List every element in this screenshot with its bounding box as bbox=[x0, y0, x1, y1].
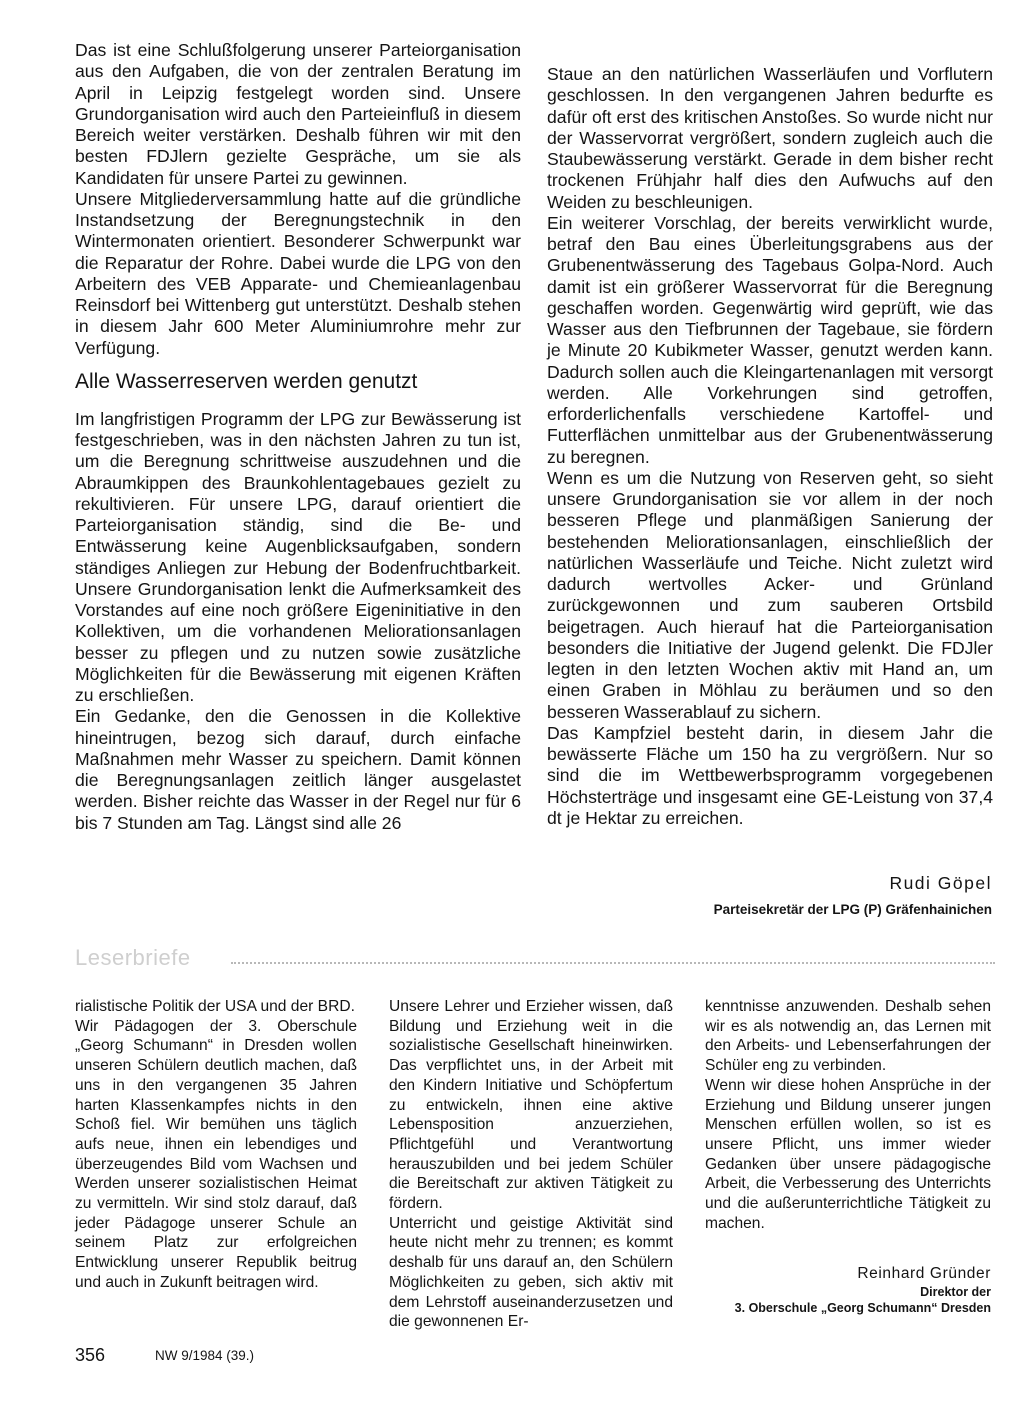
author-title: Parteisekretär der LPG (P) Gräfenhainichen bbox=[713, 902, 992, 917]
letter-paragraph: Wenn wir diese hohen Ansprüche in der Erziehung und Bildung unserer jungen Menschen erfüllen wollen, so ist es unsere Pflicht, uns immer wieder Gedanken über unsere pädagogische Arbeit, die Verbesserung des Unterrichts und die außerunterrichtliche Tätigkeit zu machen. bbox=[705, 1076, 991, 1232]
letter-signature bbox=[735, 1264, 991, 1316]
letter-author-title-line2: 3. Oberschule „Georg Schumann“ Dresden bbox=[734, 1301, 991, 1315]
letter-paragraph: rialistische Politik der USA und der BRD. bbox=[75, 998, 355, 1015]
article-paragraph: Das ist eine Schlußfolgerung unserer Parteiorganisation aus den Aufgaben, die von der zentralen Beratung im April in Leipzig festgelegt worden sind. Unsere Grundorganisation wird auch den Parteieinfluß in diesem Bereich weiter verstärken. Deshalb führen wir mit den besten FDJlern gezielte Gespräche, um sie als Kandidaten für unsere Partei zu gewinnen. bbox=[75, 40, 521, 188]
section-divider bbox=[231, 962, 995, 964]
letter-paragraph: Wir Pädagogen der 3. Oberschule „Georg Schumann“ in Dresden wollen unseren Schülern deutlich machen, daß uns in den vergangenen 35 Jahren harten Klassenkampfes nichts in den Schoß fiel. Wir bemühen uns täglich aufs neue, ihnen ein lebendiges und überzeugendes Bild vom Wachsen und Werden unserer sozialistischen Heimat zu vermitteln. Wir sind stolz darauf, daß jeder Pädagoge unserer Schule an seinem Platz zur erfolgreichen Entwicklung unserer Republik beitrug und auch in Zukunft beitragen wird. bbox=[75, 1017, 357, 1291]
letter-paragraph: Unsere Lehrer und Erzieher wissen, daß Bildung und Erziehung weit in die sozialistische Gesellschaft hineinwirken. Das verpflichtet uns, in der Arbeit mit den Kindern Initiative und Schöpfertum zu entwickeln, ihnen eine aktive Lebensposition anzuerziehen, Pflichtgefühl und Verantwortung herauszubilden und bei jedem Schüler die Bereitschaft zur aktiven Tätigkeit zu fördern. bbox=[389, 998, 673, 1213]
article-paragraph: Im langfristigen Programm der LPG zur Bewässerung ist festgeschrieben, was in den nächsten Jahren zu tun ist, um die Beregnung schrittweise auszudehnen und die Abraumkippen des Braunkohlentagebaues gezielt zu rekultivieren. Für unsere LPG, darauf orientiert die Parteiorganisation ständig, sind die Be- und Entwässerung keine Augenblicksaufgaben, sondern ständiges Anliegen zur Hebung der Bodenfruchtbarkeit. Unsere Grundorganisation lenkt die Aufmerksamkeit des Vorstandes auf eine noch größere Eigeninitiative in den Kollektiven, um die vorhandenen Meliorationsanlagen besser zu pflegen und zu nutzen sowie zusätzliche Möglichkeiten für die Bewässerung mit eigenen Kräften zu erschließen. bbox=[75, 408, 521, 705]
letter-author-title-line1: Direktor der bbox=[920, 1285, 991, 1299]
article-paragraph: Unsere Mitgliederversammlung hatte auf die gründliche Instandsetzung der Beregnungstechnik in den Wintermonaten orientiert. Besonderer Schwerpunkt war die Reparatur der Rohre. Dabei wurde die LPG von den Arbeitern des VEB Apparate- und Chemieanlagenbau Reinsdorf bei Wittenberg gut unterstützt. Deshalb stehen in diesem Jahr 600 Meter Aluminiumrohre mehr zur Verfügung. bbox=[75, 188, 521, 358]
issue-reference: NW 9/1984 (39.) bbox=[155, 1348, 255, 1363]
letters-section-header bbox=[75, 944, 995, 974]
letter-column-3 bbox=[705, 997, 991, 1233]
letter-paragraph: kenntnisse anzuwenden. Deshalb sehen wir es als notwendig an, das Lernen mit den Arbeits- und Lebenserfahrungen der Schüler eng zu verbinden. bbox=[705, 998, 991, 1075]
article-signature bbox=[714, 872, 992, 920]
letter-author-name: Reinhard Gründer bbox=[857, 1265, 991, 1282]
article-paragraph: Ein Gedanke, den die Genossen in die Kollektive hineintrugen, bezog sich darauf, durch einfache Maßnahmen mehr Wasser zu speichern. Damit können die Beregnungsanlagen zeitlich länger ausgelastet werden. Bisher reichte das Wasser in der Regel nur für 6 bis 7 Stunden am Tag. Längst sind alle 26 bbox=[75, 706, 521, 833]
letter-paragraph: Unterricht und geistige Aktivität sind heute nicht mehr zu trennen; es kommt deshalb für uns darauf an, den Schülern Möglichkeiten zu geben, sich aktiv mit dem Lehrstoff auseinanderzusetzen und die gewonnenen Er- bbox=[389, 1214, 673, 1331]
page-footer bbox=[75, 1345, 375, 1367]
letters-section-label: Leserbriefe bbox=[75, 945, 191, 970]
section-heading: Alle Wasserreserven werden genutzt bbox=[75, 369, 418, 393]
article-paragraph: Wenn es um die Nutzung von Reserven geht, so sieht unsere Grundorganisation sie vor allem in der noch besseren Pflege und planmäßigen Sanierung der bestehenden Meliorationsanlagen, einschließlich der natürlichen Wasserläufe und Teiche. Nicht zuletzt wird dadurch wertvolles Acker- und Grünland zurückgewonnen und zum sauberen Ortsbild beigetragen. Auch hierauf hat die Parteiorganisation besonders die Initiative der Jugend gelenkt. Die FDJler legten in den letzten Wochen aktiv mit Hand an, um einen Graben in Möhlau zu beräumen und so den besseren Wasserablauf zu sichern. bbox=[547, 467, 993, 722]
author-name: Rudi Göpel bbox=[889, 873, 992, 893]
article-paragraph: Staue an den natürlichen Wasserläufen und Vorflutern geschlossen. In den vergangenen Jahren bedurfte es dafür oft erst des kritischen Anstoßes. So wurde nicht nur der Wasservorrat vergrößert, sondern zugleich auch die Staubewässerung verstärkt. Gerade in dem bisher recht trockenen Frühjahr half dies den Aufwuchs auf den Weiden zu beschleunigen. bbox=[547, 64, 993, 212]
letter-column-1 bbox=[75, 997, 357, 1293]
article-left-column bbox=[75, 40, 521, 834]
letter-column-2 bbox=[389, 997, 673, 1332]
article-right-column bbox=[547, 64, 993, 829]
article-paragraph: Das Kampfziel besteht darin, in diesem Jahr die bewässerte Fläche um 150 ha zu vergrößern. Nur so sind die im Wettbewerbsprogramm vorgegebenen Höchsterträge und insgesamt eine GE-Leistung von 37,4 dt je Hektar zu erreichen. bbox=[547, 722, 993, 828]
article-paragraph: Ein weiterer Vorschlag, der bereits verwirklicht wurde, betraf den Bau eines Überleitungsgrabens aus der Grubenentwässerung des Tagebaus Golpa-Nord. Auch damit ist ein größerer Wasservorrat für die Beregnung geschaffen worden. Gegenwärtig wird geprüft, wie das Wasser aus den Tiefbrunnen der Tagebaue, sie fördern je Minute 20 Kubikmeter Wasser, genutzt werden kann. Dadurch sollen auch die Kleingartenanlagen mit versorgt werden. Alle Vorkehrungen sind getroffen, erforderlichenfalls verschiedene Kartoffel- und Futterflächen unmittelbar aus der Grubenentwässerung zu beregnen. bbox=[547, 212, 993, 467]
page-number: 356 bbox=[75, 1345, 106, 1365]
